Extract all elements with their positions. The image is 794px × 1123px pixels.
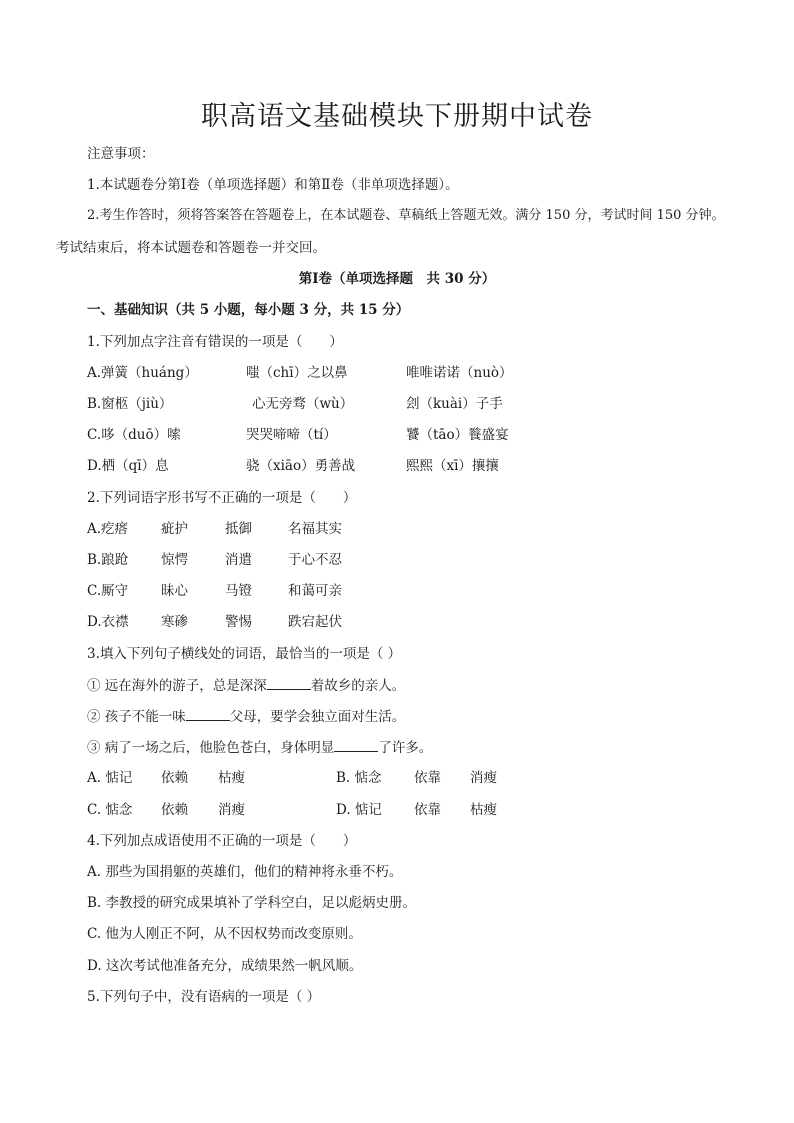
q3-option-c-word1: C. 惦念	[87, 802, 133, 818]
q1-option-c-word3: 饕（tāo）餮盛宴	[406, 427, 509, 443]
notice-item-2: 2.考生作答时，须将答案答在答题卷上，在本试题卷、草稿纸上答题无效。满分 150 分，考试时间 150 分钟。	[87, 208, 725, 223]
q2-option-b-word1: B.踉跄	[87, 552, 129, 568]
q2-option-a-word3: 抵御	[225, 521, 252, 537]
q2-option-a-word1: A.疙瘩	[87, 521, 129, 537]
q2-option-d-word3: 警惕	[225, 614, 252, 630]
q2-option-c-word3: 马镫	[225, 583, 252, 599]
q1-option-b-word2: 心无旁骛（wù）	[252, 396, 354, 412]
q3-sentence-3-start: ③ 病了一场之后，他脸色苍白，身体明显	[87, 740, 335, 756]
q1-option-c-word2: 哭哭啼啼（tí）	[246, 427, 337, 443]
q2-option-c-word4: 和蔼可亲	[288, 583, 342, 599]
q2-option-b-word4: 于心不忍	[288, 552, 342, 568]
q4-option-c: C. 他为人刚正不阿，从不因权势而改变原则。	[87, 926, 362, 942]
q3-sentence-2	[87, 707, 405, 726]
q3-option-a-word3: 枯瘦	[218, 770, 245, 786]
answer-blank	[267, 676, 311, 690]
q2-stem: 2.下列词语字形书写不正确的一项是（ ）	[87, 490, 357, 506]
q1-option-d-word1: D.栖（qī）息	[87, 458, 169, 474]
q3-sentence-2-end: 父母，要学会独立面对生活。	[229, 709, 406, 725]
q4-option-b: B. 李教授的研究成果填补了学科空白，足以彪炳史册。	[87, 895, 417, 911]
q1-option-d-word3: 熙熙（xī）攘攘	[406, 458, 499, 474]
q1-option-b-word3: 刽（kuài）子手	[406, 396, 503, 412]
q1-option-a-word3: 唯唯诺诺（nuò）	[406, 365, 513, 381]
notice-item-1: 1.本试题卷分第Ⅰ卷（单项选择题）和第Ⅱ卷（非单项选择题）。	[87, 177, 459, 193]
page-title: 职高语文基础模块下册期中试卷	[201, 101, 593, 132]
q3-sentence-1	[87, 676, 405, 695]
q3-option-b-word2: 依靠	[414, 770, 441, 786]
q4-option-a: A. 那些为国捐躯的英雄们，他们的精神将永垂不朽。	[87, 864, 403, 880]
q3-option-d-word1: D. 惦记	[336, 802, 382, 818]
q3-stem: 3.填入下列句子横线处的词语，最恰当的一项是（ ）	[87, 646, 402, 662]
answer-blank	[334, 738, 378, 752]
section1-heading: 一、基础知识（共 5 小题，每小题 3 分，共 15 分）	[87, 302, 410, 318]
q4-option-d: D. 这次考试他准备充分，成绩果然一帆风顺。	[87, 958, 363, 974]
notice-heading: 注意事项：	[87, 146, 155, 162]
q3-sentence-1-start: ① 远在海外的游子，总是深深	[87, 678, 267, 694]
q3-option-b-word3: 消瘦	[470, 770, 497, 786]
q2-option-a-word4: 名福其实	[288, 521, 342, 537]
q2-option-d-word4: 跌宕起伏	[288, 614, 342, 630]
q1-option-a-word1: A.弹簧（huáng）	[87, 365, 198, 381]
q3-sentence-3	[87, 738, 432, 757]
q2-option-d-word2: 寒碜	[161, 614, 188, 630]
q3-sentence-3-end: 了许多。	[378, 740, 433, 756]
q3-option-d-word3: 枯瘦	[470, 802, 497, 818]
q4-stem: 4.下列加点成语使用不正确的一项是（ ）	[87, 833, 357, 849]
q2-option-b-word2: 惊愕	[161, 552, 188, 568]
q5-stem: 5.下列句子中，没有语病的一项是（ ）	[87, 989, 321, 1005]
notice-item-2-continued: 考试结束后，将本试题卷和答题卷一并交回。	[56, 240, 326, 256]
q2-option-b-word3: 消遣	[225, 552, 252, 568]
q3-option-d-word2: 依靠	[414, 802, 441, 818]
q2-option-a-word2: 疵护	[161, 521, 188, 537]
q3-option-c-word3: 消瘦	[218, 802, 245, 818]
part1-heading: 第Ⅰ卷（单项选择题 共 30 分）	[298, 271, 496, 287]
q3-option-a-word2: 依赖	[161, 770, 188, 786]
q1-option-d-word2: 骁（xiāo）勇善战	[246, 458, 356, 474]
q1-option-a-word2: 嗤（chī）之以鼻	[246, 365, 348, 381]
q3-sentence-1-end: 着故乡的亲人。	[310, 678, 406, 694]
q3-option-a-word1: A. 惦记	[87, 770, 133, 786]
q1-stem: 1.下列加点字注音有错误的一项是（ ）	[87, 334, 343, 350]
q1-option-c-word1: C.哆（duō）嗦	[87, 427, 181, 443]
q1-option-b-word1: B.窗柩（jiù）	[87, 396, 173, 412]
q3-option-b-word1: B. 惦念	[336, 770, 382, 786]
q3-sentence-2-start: ② 孩子不能一味	[87, 709, 186, 725]
q2-option-c-word2: 昧心	[161, 583, 188, 599]
answer-blank	[186, 707, 230, 721]
q2-option-d-word1: D.衣襟	[87, 614, 129, 630]
q3-option-c-word2: 依赖	[161, 802, 188, 818]
q2-option-c-word1: C.厮守	[87, 583, 129, 599]
